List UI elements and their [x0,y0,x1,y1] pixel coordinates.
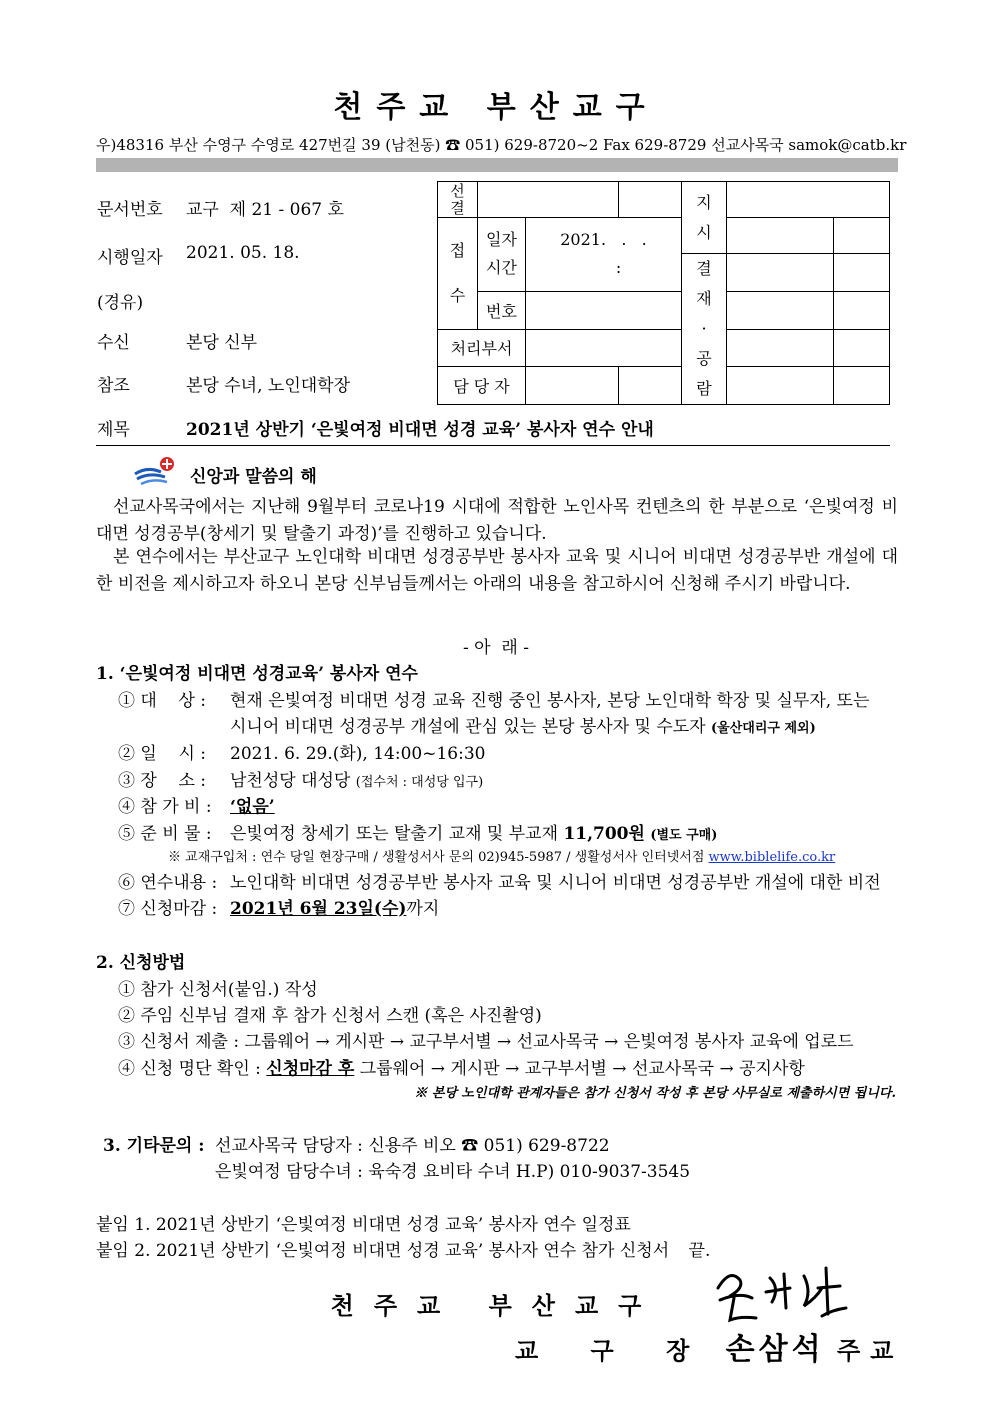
intro-paragraph-2: 본 연수에서는 부산교구 노인대학 비대면 성경공부반 봉사자 교육 및 시니어 비대면 성경공부반 개설에 대한 비전을 제시하고자 하오니 본당 신부님들께서는 아래의 내용을 참고하시어 신청해 주시기 바랍니다. [96,547,898,594]
item5-label: ⑤ 준 비 물 : [118,824,212,844]
doc-no-label: 문서번호 [97,200,163,220]
item2-label: ② 일 시 : [118,744,206,764]
contact-1: 선교사목국 담당자 : 신용주 비오 ☎ 051) 629-8722 [215,1136,610,1156]
signature-org: 천주교 부산교구 [330,1291,662,1320]
item4-text: ‘없음’ [230,797,275,817]
beonho-label: 번호 [486,301,517,321]
signature-role: 교 구 장 [515,1336,712,1365]
gyeoljae-box-3 [727,254,834,292]
gyeoljae-box-1 [727,218,834,254]
subject-label: 제목 [97,420,130,440]
su-label: 수 [449,286,466,306]
step4 [118,1054,805,1079]
seongyeol-label: 선결 [450,181,465,217]
item5-note: (별도 구매) [650,828,718,843]
address-line: 우)48316 부산 수영구 수영로 427번길 39 (남천동) ☎ 051) 629-8720~2 Fax 629-8729 선교사목국 samok@catb.kr [96,136,907,154]
step4-rest: 그룹웨어 → 게시판 → 교구부서별 → 선교사목국 → 공지사항 [359,1059,805,1079]
jisi-cell [682,182,727,254]
section2-note: ※ 본당 노인대학 관계자들은 참가 신청서 작성 후 본당 사무실로 제출하시면 됩니다. [414,1086,896,1101]
subject-value: 2021년 상반기 ‘은빛여정 비대면 성경 교육’ 봉사자 연수 안내 [186,420,654,440]
damdangja-box-1 [526,367,619,405]
gyeoljae-box-2 [834,218,890,254]
diocese-title: 천주교 부산교구 [333,90,659,125]
item3-line [230,766,483,791]
item7-label: ⑦ 신청마감 : [118,899,218,919]
header-divider-bar [96,158,898,172]
attachment-2: 붙임 2. 2021년 상반기 ‘은빛여정 비대면 성경 교육’ 봉사자 연수 참가 신청서 [96,1241,670,1261]
step4-bold: 신청마감 후 [266,1059,355,1079]
contact-2: 은빛여정 담당수녀 : 육숙경 요비타 수녀 H.P) 010-9037-3545 [215,1162,691,1182]
biblelife-link[interactable]: www.biblelife.co.kr [708,850,836,865]
attachment-2-line [96,1236,710,1261]
step3: ③ 신청서 제출 : 그룹웨어 → 게시판 → 교구부서별 → 선교사목국 → 은빛여정 봉사자 교육에 업로드 [118,1032,854,1052]
item7-text: 2021년 6월 23일(수) [230,899,407,919]
seongyeol-cell [438,182,478,218]
date-label: 시행일자 [97,248,163,268]
section1-heading: 1. ‘은빛여정 비대면 성경교육’ 봉사자 연수 [96,664,418,684]
signature-title: 주교 [836,1336,904,1365]
to-label: 수신 [97,333,130,353]
damdangja-label: 담 당 자 [453,377,510,397]
to-value: 본당 신부 [186,333,258,353]
item6-label: ⑥ 연수내용 : [118,873,218,893]
attachment-1: 붙임 1. 2021년 상반기 ‘은빛여정 비대면 성경 교육’ 봉사자 연수 일정표 [96,1215,631,1235]
diocese-logo-icon [133,456,175,488]
damdangja-box-2 [619,367,682,405]
item5-line [230,819,717,844]
below-marker: - 아 래 - [463,638,529,658]
gyeoljae-box-8 [834,329,890,367]
section3-heading: 3. 기타문의 : [103,1136,205,1156]
item5-sub-text: ※ 교재구입처 : 연수 당일 현장구매 / 생활성서사 문의 02)945-5987 / 생활성서사 인터넷서점 [168,850,705,865]
beonho-value-cell [526,291,682,329]
item2-text: 2021. 6. 29.(화), 14:00~16:30 [230,744,486,764]
gyeoljae-cell [682,254,727,405]
ref-label: 참조 [97,376,130,396]
item5-text: 은빛여정 창세기 또는 탈출기 교재 및 부교재 [230,824,559,844]
cheoribuseo-label: 처리부서 [450,339,513,359]
step2: ② 주임 신부님 결재 후 참가 신청서 스캔 (혹은 사진촬영) [118,1006,542,1026]
end-mark: 끝. [688,1241,711,1261]
item5-price: 11,700원 [563,824,645,844]
signature-block [515,1324,903,1368]
cheoribuseo-label-cell [438,329,526,367]
item1-text-2 [230,712,816,737]
date-value: 2021. 05. 18. [186,243,300,263]
gyeoljae-box-7 [727,329,834,367]
sigan-label: 시간 [486,258,517,278]
gyeoljae-label: 결재·공람 [696,259,712,398]
jeop-label: 접 [449,241,466,261]
seongyeol-box-1 [478,182,619,218]
item1-text2: 시니어 비대면 성경공부 개설에 관심 있는 본당 봉사자 및 수도자 [230,717,706,737]
approval-table [437,181,890,405]
item3-note: (접수처 : 대성당 입구) [355,775,484,790]
subject-divider [96,445,890,446]
item7-suffix: 까지 [406,899,440,919]
jeopsu-cell [438,218,478,330]
item1-label: ① 대 상 : [118,691,206,711]
intro-paragraph-1: 선교사목국에서는 지난해 9월부터 코로나19 시대에 적합한 노인사목 컨텐츠의 한 부분으로 ‘은빛여정 비대면 성경공부(창세기 및 탈출기 과정)’를 진행하고 있습니다. [96,497,898,544]
seongyeol-box-2 [619,182,682,218]
item1-note: (울산대리구 제외) [711,721,816,736]
section2-heading: 2. 신청방법 [96,953,186,973]
ilja-label: 일자 [486,230,517,250]
beonho-label-cell [478,291,526,329]
gyeoljae-box-4 [834,254,890,292]
ilja-sigan-value-cell [526,218,682,292]
item3-text: 남천성당 대성당 [230,771,351,791]
ref-value: 본당 수녀, 노인대학장 [186,376,351,396]
sigan-value: : [615,258,622,278]
signature-name: 손삼석 [725,1332,825,1367]
gyeoljae-box-10 [834,367,890,405]
via-label: (경유) [97,293,144,313]
jisi-label: 지시 [696,192,712,242]
damdangja-label-cell [438,367,526,405]
cheoribuseo-value-cell [526,329,682,367]
jisi-box [727,182,890,218]
step1: ① 참가 신청서(붙임.) 작성 [118,980,318,1000]
ilja-sigan-cell [478,218,526,292]
ilja-value: 2021. . . [560,230,647,250]
handwritten-signature-icon [700,1258,860,1328]
item1-text: 현재 은빛여정 비대면 성경 교육 진행 중인 봉사자, 본당 노인대학 학장 및 실무자, 또는 [230,691,870,711]
step4-prefix: ④ 신청 명단 확인 : [118,1059,261,1079]
item4-label: ④ 참 가 비 : [118,797,212,817]
item7-line [230,894,439,919]
gyeoljae-box-6 [834,291,890,329]
item5-sub [168,846,835,865]
item3-label: ③ 장 소 : [118,771,206,791]
doc-no-value: 교구 제 21 - 067 호 [186,200,344,220]
item6-text: 노인대학 비대면 성경공부반 봉사자 교육 및 시니어 비대면 성경공부반 개설에 대한 비전 [230,873,881,893]
gyeoljae-box-9 [727,367,834,405]
gyeoljae-box-5 [727,291,834,329]
motto-text: 신앙과 말씀의 해 [190,467,317,487]
